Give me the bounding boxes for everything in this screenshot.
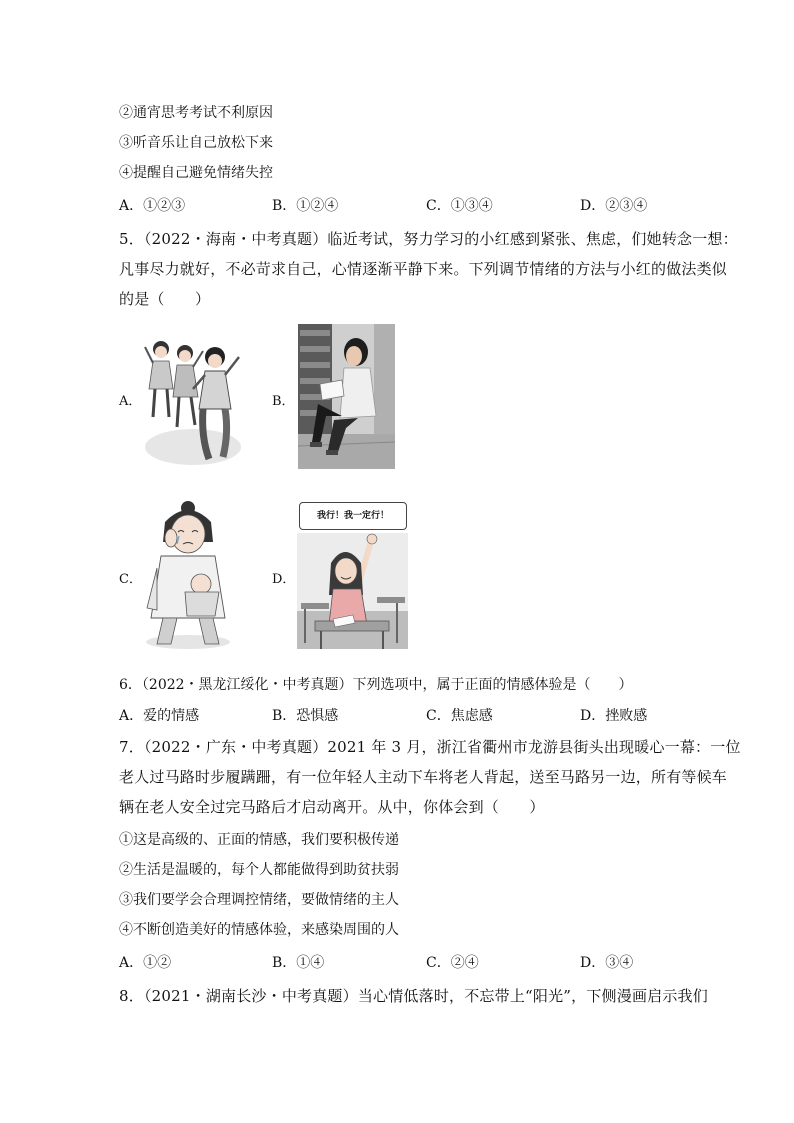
girl-reading-photo <box>298 324 395 469</box>
q7-option-a: A．①② <box>119 955 172 971</box>
q7-stem-line-1: 7．（2022・广东・中考真题）2021 年 3 月，浙江省衢州市龙游县街头出现暖心一幕：一位 <box>119 738 741 756</box>
q6-option-b: B．恐惧感 <box>272 708 339 724</box>
q6-stem: 6．（2022・黑龙江绥化・中考真题）下列选项中，属于正面的情感体验是（ ） <box>119 677 633 693</box>
q4-item-4: ④提醒自己避免情绪失控 <box>119 165 273 181</box>
crying-mother-illustration <box>143 498 233 650</box>
q8-stem: 8．（2021・湖南长沙・中考真题）当心情低落时，不忘带上“阳光”，下侧漫画启示我们 <box>119 987 708 1005</box>
q7-stem-line-2: 老人过马路时步履蹒跚，有一位年轻人主动下车将老人背起，送至马路另一边，所有等候车 <box>119 768 728 786</box>
q7-stem-line-3: 辆在老人安全过完马路后才启动离开。从中，你体会到（ ） <box>119 798 545 816</box>
dancing-girls-illustration <box>143 327 243 467</box>
classroom-girl-cartoon <box>297 499 408 649</box>
q4-item-3: ③听音乐让自己放松下来 <box>119 135 273 151</box>
speech-bubble: 我行！我一定行！ <box>299 502 407 530</box>
q7-item-3: ③我们要学会合理调控情绪，要做情绪的主人 <box>119 892 399 908</box>
q7-option-d: D．③④ <box>580 955 634 971</box>
q6-option-c: C．焦虑感 <box>426 708 493 724</box>
q6-option-d: D．挫败感 <box>580 708 648 724</box>
q5-label-c: C． <box>119 572 142 587</box>
q4-option-b: B．①②④ <box>272 198 339 214</box>
q4-option-c: C．①③④ <box>426 198 493 214</box>
q7-option-c: C．②④ <box>426 955 479 971</box>
q5-stem-line-2: 凡事尽力就好，不必苛求自己，心情逐渐平静下来。下列调节情绪的方法与小红的做法类似 <box>119 260 728 278</box>
q6-option-a: A．爱的情感 <box>119 708 200 724</box>
q4-option-d: D．②③④ <box>580 198 648 214</box>
classroom-scene <box>297 533 408 649</box>
q7-item-1: ①这是高级的、正面的情感，我们要积极传递 <box>119 832 399 848</box>
q7-option-b: B．①④ <box>272 955 325 971</box>
q5-stem-line-1: 5．（2022・海南・中考真题）临近考试，努力学习的小红感到紧张、焦虑，们她转念一想： <box>119 230 738 248</box>
q5-label-b: B． <box>272 394 295 409</box>
q4-option-a: A．①②③ <box>119 198 186 214</box>
q7-item-4: ④不断创造美好的情感体验，来感染周围的人 <box>119 922 399 938</box>
q4-item-2: ②通宵思考考试不利原因 <box>119 105 273 121</box>
q7-item-2: ②生活是温暖的，每个人都能做得到助贫扶弱 <box>119 862 399 878</box>
q5-label-a: A． <box>119 394 142 409</box>
q5-label-d: D． <box>272 572 296 587</box>
q5-stem-line-3: 的是（ ） <box>119 290 211 308</box>
